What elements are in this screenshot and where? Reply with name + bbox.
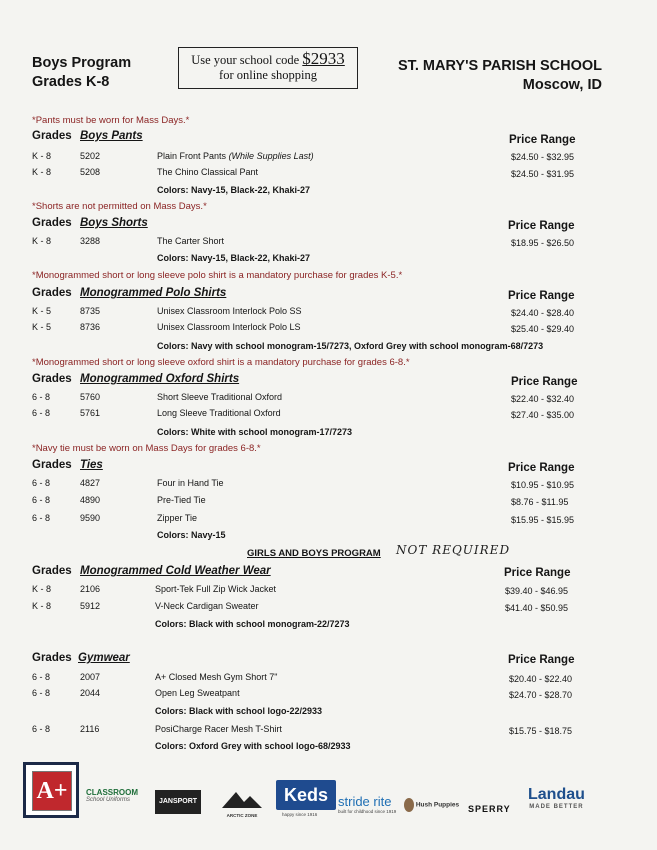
- colors-line: Colors: Navy-15: [157, 530, 226, 540]
- colors-line: Colors: Oxford Grey with school logo-68/2933: [155, 741, 351, 751]
- item-code: 4890: [80, 495, 101, 505]
- keds-tagline: happy since 1916: [282, 812, 318, 817]
- grades-header: Grades: [32, 459, 72, 471]
- item-price: $24.50 - $32.95: [511, 152, 575, 162]
- item-price: $24.50 - $31.95: [511, 169, 575, 179]
- price-range-header: Price Range: [508, 462, 575, 474]
- school-header: [398, 57, 602, 95]
- program-title: Boys Program: [32, 55, 132, 71]
- item-grade: 6 - 8: [32, 478, 51, 488]
- item-code: 8736: [80, 322, 101, 332]
- item-grade: K - 5: [32, 306, 52, 316]
- school-code: $2933: [302, 49, 345, 68]
- section-title: Ties: [80, 459, 103, 471]
- item-grade: 6 - 8: [32, 724, 51, 734]
- item-price: $25.40 - $29.40: [511, 324, 575, 334]
- section-title: Monogrammed Polo Shirts: [80, 287, 227, 299]
- item-code: 3288: [80, 236, 101, 246]
- code-line2: for online shopping: [219, 68, 317, 82]
- item-code: 2116: [80, 724, 100, 734]
- grades-header: Grades: [32, 565, 72, 577]
- item-grade: 6 - 8: [32, 688, 51, 698]
- keds-logo: Keds: [276, 780, 336, 810]
- item-grade: K - 8: [32, 584, 52, 594]
- item-grade: K - 8: [32, 167, 52, 177]
- item-code: 4827: [80, 478, 101, 488]
- item-price: $15.95 - $15.95: [511, 515, 575, 525]
- code-line1: Use your school code: [191, 53, 300, 67]
- item-desc-note: (While Supplies Last): [228, 151, 314, 161]
- item-grade: K - 5: [32, 322, 52, 332]
- section-note: *Pants must be worn for Mass Days.*: [32, 115, 190, 126]
- item-code: 9590: [80, 513, 101, 523]
- program-grades: Grades K-8: [32, 74, 110, 90]
- item-desc: The Carter Short: [157, 236, 225, 246]
- stride-rite-logo: stride rite built for childhood since 1919: [338, 794, 397, 814]
- colors-line: Colors: Black with school logo-22/2933: [155, 706, 323, 716]
- colors-line: Colors: Navy-15, Black-22, Khaki-27: [157, 185, 311, 195]
- colors-line: Colors: Navy-15, Black-22, Khaki-27: [157, 253, 311, 263]
- price-range-header: Price Range: [508, 290, 575, 302]
- item-code: 2044: [80, 688, 101, 698]
- item-grade: K - 8: [32, 601, 52, 611]
- item-price: $18.95 - $26.50: [511, 238, 575, 248]
- grades-header: Grades: [32, 373, 72, 385]
- item-desc: Unisex Classroom Interlock Polo SS: [157, 306, 302, 316]
- item-desc: Open Leg Sweatpant: [155, 688, 240, 698]
- price-range-header: Price Range: [504, 567, 571, 579]
- hush-puppies-logo: Hush Puppies: [404, 798, 459, 812]
- item-price: $22.40 - $32.40: [511, 394, 575, 404]
- item-code: 5912: [80, 601, 101, 611]
- section-title: Boys Shorts: [80, 217, 148, 229]
- item-price: $27.40 - $35.00: [511, 410, 575, 420]
- handwritten-annotation: NOT REQUIRED: [396, 543, 511, 557]
- item-desc: Four in Hand Tie: [157, 478, 224, 488]
- grades-header: Grades: [32, 217, 72, 229]
- aplus-logo: A+: [23, 762, 79, 818]
- item-price: $8.76 - $11.95: [511, 497, 569, 507]
- item-grade: 6 - 8: [32, 513, 51, 523]
- item-grade: 6 - 8: [32, 392, 51, 402]
- item-price: $39.40 - $46.95: [505, 586, 569, 596]
- item-desc: Unisex Classroom Interlock Polo LS: [157, 322, 301, 332]
- jansport-logo: JANSPORT: [155, 790, 201, 814]
- price-range-header: Price Range: [511, 376, 578, 388]
- school-location: Moscow, ID: [522, 77, 602, 93]
- item-price: $24.40 - $28.40: [511, 308, 575, 318]
- sperry-logo: SPERRY: [468, 804, 511, 814]
- item-desc: A+ Closed Mesh Gym Short 7": [155, 672, 278, 682]
- arctic-zone-logo: ARCTIC ZONE: [218, 790, 266, 818]
- item-desc: Long Sleeve Traditional Oxford: [157, 408, 281, 418]
- item-grade: 6 - 8: [32, 495, 51, 505]
- school-name: ST. MARY'S PARISH SCHOOL: [397, 58, 602, 74]
- item-code: 5208: [80, 167, 101, 177]
- colors-line: Colors: Navy with school monogram-15/7273, Oxford Grey with school monogram-68/7273: [157, 341, 544, 351]
- item-price: $15.75 - $18.75: [509, 726, 573, 736]
- price-range-header: Price Range: [508, 220, 575, 232]
- grades-header: Grades: [32, 130, 72, 142]
- classroom-logo: CLASSROOM School Uniforms: [86, 788, 138, 803]
- item-code: 2007: [80, 672, 101, 682]
- item-desc: Sport-Tek Full Zip Wick Jacket: [155, 584, 277, 594]
- item-price: $41.40 - $50.95: [505, 603, 569, 613]
- item-desc: V-Neck Cardigan Sweater: [155, 601, 259, 611]
- price-range-header: Price Range: [508, 654, 575, 666]
- item-price: $20.40 - $22.40: [509, 674, 573, 684]
- item-code: 5760: [80, 392, 101, 402]
- section-title: Monogrammed Cold Weather Wear: [80, 565, 271, 577]
- section-title: Gymwear: [78, 652, 130, 664]
- item-desc: Short Sleeve Traditional Oxford: [157, 392, 283, 402]
- item-grade: K - 8: [32, 236, 52, 246]
- landau-logo: Landau MADE BETTER: [528, 786, 585, 810]
- item-code: 8735: [80, 306, 101, 316]
- dog-icon: [404, 798, 414, 812]
- item-desc: Plain Front Pants (While Supplies Last): [157, 151, 314, 161]
- item-grade: K - 8: [32, 151, 52, 161]
- item-code: 2106: [80, 584, 101, 594]
- colors-line: Colors: Black with school monogram-22/7273: [155, 619, 350, 629]
- item-code: 5761: [80, 408, 101, 418]
- item-price: $24.70 - $28.70: [509, 690, 573, 700]
- item-price: $10.95 - $10.95: [511, 480, 575, 490]
- section-note: *Monogrammed short or long sleeve polo shirt is a mandatory purchase for grades K-5.*: [32, 270, 403, 281]
- section-note: *Monogrammed short or long sleeve oxford shirt is a mandatory purchase for grades 6-8.*: [32, 357, 410, 368]
- item-desc: The Chino Classical Pant: [157, 167, 259, 177]
- program-header: [32, 54, 131, 92]
- item-desc: PosiCharge Racer Mesh T-Shirt: [155, 724, 282, 734]
- item-desc: Zipper Tie: [157, 513, 198, 523]
- item-grade: 6 - 8: [32, 672, 51, 682]
- price-range-header: Price Range: [509, 134, 576, 146]
- item-grade: 6 - 8: [32, 408, 51, 418]
- grades-header: Grades: [32, 652, 72, 664]
- item-desc: Pre-Tied Tie: [157, 495, 206, 505]
- section-note: *Shorts are not permitted on Mass Days.*: [32, 201, 207, 212]
- section-title: Monogrammed Oxford Shirts: [80, 373, 240, 385]
- item-code: 5202: [80, 151, 101, 161]
- section-note: *Navy tie must be worn on Mass Days for grades 6-8.*: [32, 443, 261, 454]
- school-code-box: [178, 47, 358, 89]
- grades-header: Grades: [32, 287, 72, 299]
- brand-logos: [20, 760, 640, 820]
- section-title: Boys Pants: [80, 130, 143, 142]
- colors-line: Colors: White with school monogram-17/7273: [157, 427, 353, 437]
- girls-boys-header: GIRLS AND BOYS PROGRAM: [247, 548, 381, 559]
